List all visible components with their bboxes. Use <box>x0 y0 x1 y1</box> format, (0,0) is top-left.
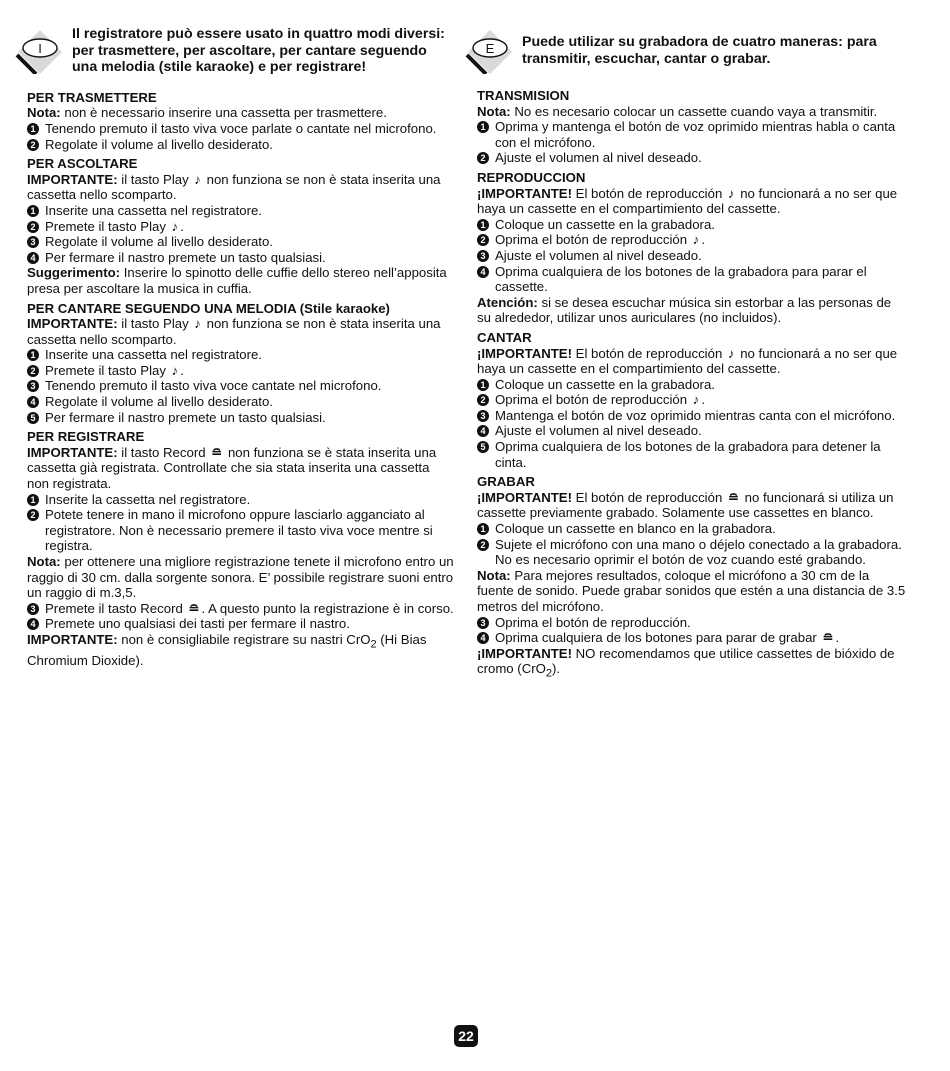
italian-header <box>14 22 454 76</box>
list-item: 1 Tenendo premuto il tasto viva voce parlate o cantate nel microfono. <box>27 121 454 137</box>
list-item: 1 Coloque un cassette en la grabadora. <box>477 217 906 233</box>
badge-letter: E <box>485 41 495 56</box>
spanish-header <box>464 22 906 74</box>
play-icon: ♪ <box>692 392 700 408</box>
list-item: 2 Premete il tasto Play ♪ . <box>27 219 454 235</box>
list-item: 5 Oprima cualquiera de los botones de la grabadora para detener la cinta. <box>477 439 906 470</box>
language-badge-icon <box>464 22 516 74</box>
list-item: 2 Potete tenere in mano il microfono oppure lasciarlo agganciato al registratore. Non è necessario premere il tasto viva voce mentre si registra. <box>27 507 454 554</box>
page-title: Puede utilizar su grabadora de cuatro maneras: para transmitir, escuchar, cantar o grabar. <box>522 34 877 67</box>
section-heading: PER REGISTRARE <box>27 429 145 445</box>
list-item: 3 Oprima el botón de reproducción. <box>477 615 906 631</box>
list-item: 5 Per fermare il nastro premete un tasto qualsiasi. <box>27 410 454 426</box>
important-note: ¡IMPORTANTE! El botón de reproducción ♪ no funcionará a no ser que haya un cassette en el compartimiento del cassette. <box>477 185 898 217</box>
spanish-column <box>464 22 906 683</box>
play-icon: ♪ <box>727 345 735 361</box>
list-item: 4 Per fermare il nastro premete un tasto qualsiasi. <box>27 250 454 266</box>
play-icon: ♪ <box>171 362 179 378</box>
section-heading: PER ASCOLTARE <box>27 156 138 172</box>
play-icon: ♪ <box>194 316 201 332</box>
badge-letter: I <box>38 41 42 56</box>
important-note: ¡IMPORTANTE! NO recomendamos que utilice cassettes de bióxido de cromo (CrO$_2$). <box>477 645 895 681</box>
list-item: 3 Mantenga el botón de voz oprimido mientras canta con el micrófono. <box>477 408 906 424</box>
note: Nota: per ottenere una migliore registrazione tenete il microfono entro un raggio di 30 cm. dalla sorgente sonora. E’ possibile registrare suoni entro un raggio di m.3,5. <box>27 554 454 601</box>
list-item: 2 Ajuste el volumen al nivel deseado. <box>477 150 906 166</box>
list-item: 1 Coloque un cassette en la grabadora. <box>477 377 906 393</box>
list-item: 1 Inserite la cassetta nel registratore. <box>27 492 454 508</box>
list-item: 3 Premete il tasto Record ≘ . A questo punto la registrazione è in corso. <box>27 601 454 617</box>
important-note: IMPORTANTE: il tasto Play ♪ non funziona se non è stata inserita una cassetta nello scomparto. <box>27 171 441 203</box>
list-item: 3 Tenendo premuto il tasto viva voce cantate nel microfono. <box>27 378 454 394</box>
important-note: IMPORTANTE: il tasto Play ♪ non funziona se non è stata inserita una cassetta nello scomparto. <box>27 316 441 347</box>
section-heading: PER TRASMETTERE <box>27 89 157 105</box>
list-item: 4 Ajuste el volumen al nivel deseado. <box>477 423 906 439</box>
list-item: 2 Oprima el botón de reproducción ♪ . <box>477 232 906 248</box>
list-item: 4 Regolate il volume al livello desiderato. <box>27 394 454 410</box>
play-icon: ♪ <box>727 185 735 201</box>
list-item: 4 Premete uno qualsiasi dei tasti per fermare il nastro. <box>27 616 454 632</box>
section-heading: GRABAR <box>477 474 535 490</box>
language-badge-icon <box>14 22 66 74</box>
important-note: ¡IMPORTANTE! El botón de reproducción ♪ no funcionará a no ser que haya un cassette en el compartimiento del cassette. <box>477 345 898 377</box>
important-note: ¡IMPORTANTE! El botón de reproducción ≘ no funcionará si utiliza un cassette previamente grabado. Solamente use cassettes en blanco. <box>477 489 894 521</box>
list-item: 2 Sujete el micrófono con una mano o déjelo conectado a la grabadora. No es necesario oprimir el botón de voz cuando esté grabando. <box>477 537 906 568</box>
record-icon: ≘ <box>727 489 740 505</box>
italian-column <box>14 22 454 669</box>
list-item: 4 Oprima cualquiera de los botones para parar de grabar ≘ . <box>477 630 906 646</box>
important-note: IMPORTANTE: non è consigliabile registrare su nastri CrO$_2$ (Hi Bias Chromium Dioxide). <box>27 631 427 669</box>
important-note: IMPORTANTE: il tasto Record ≘ non funziona se è stata inserita una cassetta già registrata. Controllate che sia stata inserita una cassetta non registrata. <box>27 444 437 492</box>
page-title: Il registratore può essere usato in quattro modi diversi: per trasmettere, per ascoltare, per cantare seguendo una melodia (stile karaoke) e per registrare! <box>72 26 445 76</box>
list-item: 3 Ajuste el volumen al nivel deseado. <box>477 248 906 264</box>
list-item: 2 Oprima el botón de reproducción ♪ . <box>477 392 906 408</box>
list-item: 3 Regolate il volume al livello desiderato. <box>27 234 454 250</box>
play-icon: ♪ <box>194 171 201 187</box>
play-icon: ♪ <box>171 218 179 234</box>
list-item: 1 Oprima y mantenga el botón de voz oprimido mientras habla o canta con el micrófono. <box>477 119 906 150</box>
record-icon: ≘ <box>188 600 200 616</box>
list-item: 1 Coloque un cassette en blanco en la grabadora. <box>477 521 906 537</box>
section-heading: REPRODUCCION <box>477 169 586 185</box>
list-item: 1 Inserite una cassetta nel registratore. <box>27 347 454 363</box>
section-heading: CANTAR <box>477 329 532 345</box>
section-heading: PER CANTARE SEGUENDO UNA MELODIA (Stile karaoke) <box>27 300 390 316</box>
page-number: 22 <box>454 1025 478 1047</box>
note: Nota: Para mejores resultados, coloque el micrófono a 30 cm de la fuente de sonido. Puede grabar sonidos que estén a una distancia de 3.5 metros del micrófono. <box>477 567 906 614</box>
list-item: 1 Inserite una cassetta nel registratore. <box>27 203 454 219</box>
list-item: 2 Premete il tasto Play ♪ . <box>27 363 454 379</box>
section-heading: TRANSMISION <box>477 88 570 103</box>
list-item: 2 Regolate il volume al livello desiderato. <box>27 137 454 153</box>
tip: Atención: si se desea escuchar música sin estorbar a las personas de su alrededor, utilizar unos auriculares (no incluidos). <box>477 294 892 326</box>
note: Nota: No es necesario colocar un cassette cuando vaya a transmitir. <box>477 103 878 119</box>
play-icon: ♪ <box>692 232 700 248</box>
tip: Suggerimento: Inserire lo spinotto delle cuffie dello stereo nell’apposita presa per ascoltare la musica in cuffia. <box>27 265 447 296</box>
record-icon: ≘ <box>822 630 834 646</box>
list-item: 4 Oprima cualquiera de los botones de la grabadora para parar el cassette. <box>477 264 906 295</box>
record-icon: ≘ <box>211 444 223 460</box>
note: Nota: non è necessario inserire una cassetta per trasmettere. <box>27 105 387 121</box>
